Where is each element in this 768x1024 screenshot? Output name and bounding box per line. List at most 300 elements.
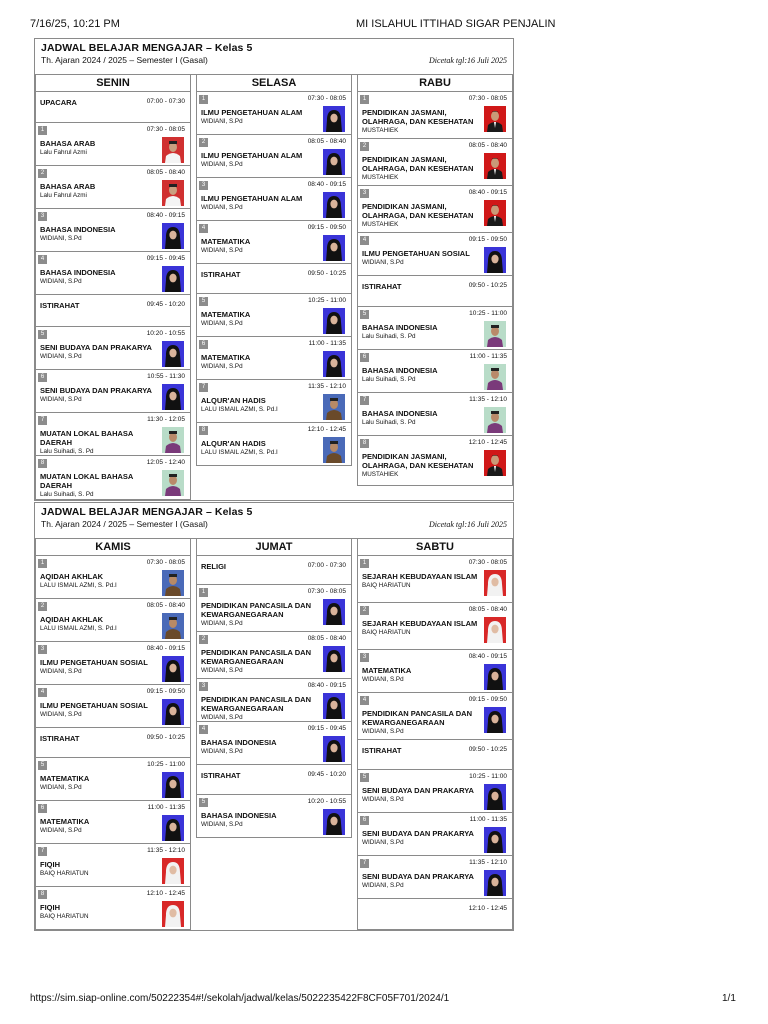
teacher-photo bbox=[162, 341, 184, 367]
teacher-photo bbox=[162, 656, 184, 682]
schedule-slot bbox=[196, 135, 352, 178]
schedule-slot bbox=[196, 679, 352, 722]
teacher-photo bbox=[484, 664, 506, 690]
slot-time: 08:05 - 08:40 bbox=[468, 142, 507, 149]
slot-time: 11:00 - 11:35 bbox=[469, 816, 507, 823]
schedule-slot bbox=[196, 264, 352, 294]
slot-time: 11:35 - 12:10 bbox=[469, 396, 507, 403]
day-column-sabtu bbox=[357, 539, 513, 930]
subject-name: SENI BUDAYA DAN PRAKARYA bbox=[362, 829, 474, 838]
teacher-name: BAIQ HARIATUN bbox=[40, 913, 89, 920]
period-number: 2 bbox=[38, 169, 47, 178]
schedule-slot bbox=[357, 350, 513, 393]
schedule-slot bbox=[196, 795, 352, 838]
teacher-photo bbox=[162, 266, 184, 292]
teacher-photo bbox=[323, 106, 345, 132]
schedule-slot bbox=[196, 423, 352, 466]
schedule-slot bbox=[35, 370, 191, 413]
teacher-photo bbox=[162, 570, 184, 596]
schedule-header bbox=[35, 39, 513, 74]
teacher-name: WIDIANI, S.Pd bbox=[40, 711, 82, 718]
page-number: 1/1 bbox=[722, 993, 736, 1004]
teacher-name: WIDIANI, S.Pd bbox=[201, 821, 243, 828]
teacher-name: WIDIANI, S.Pd bbox=[201, 320, 243, 327]
slot-time: 07:30 - 08:05 bbox=[146, 559, 185, 566]
subject-name: MATEMATIKA bbox=[362, 666, 412, 675]
period-number: 2 bbox=[38, 602, 47, 611]
period-number: 2 bbox=[360, 142, 369, 151]
teacher-photo bbox=[162, 858, 184, 884]
schedule-slot bbox=[35, 599, 191, 642]
subject-name: AQIDAH AKHLAK bbox=[40, 572, 104, 581]
teacher-photo bbox=[323, 646, 345, 672]
teacher-photo bbox=[162, 699, 184, 725]
schedule-slot bbox=[35, 685, 191, 728]
subject-name: SEJARAH KEBUDAYAAN ISLAM bbox=[362, 619, 478, 628]
schedule-slot bbox=[357, 393, 513, 436]
period-number: 6 bbox=[360, 353, 369, 362]
period-number: 3 bbox=[360, 189, 369, 198]
teacher-name: Lalu Suihadi, S. Pd bbox=[40, 491, 94, 498]
schedule-slot bbox=[357, 770, 513, 813]
subject-name: ISTIRAHAT bbox=[201, 270, 241, 279]
teacher-photo bbox=[162, 137, 184, 163]
schedule-slot bbox=[357, 139, 513, 186]
schedule-slot bbox=[357, 650, 513, 693]
period-number: 7 bbox=[360, 396, 369, 405]
teacher-name: WIDIANI, S.Pd bbox=[201, 667, 243, 674]
teacher-photo bbox=[484, 870, 506, 896]
period-number: 3 bbox=[38, 645, 47, 654]
period-number: 2 bbox=[199, 138, 208, 147]
printed-date: Dicetak tgl:16 Juli 2025 bbox=[429, 56, 507, 65]
schedule-slot bbox=[35, 887, 191, 930]
teacher-photo bbox=[484, 450, 506, 476]
schedule-slot bbox=[357, 556, 513, 603]
teacher-name: BAIQ HARIATUN bbox=[362, 582, 411, 589]
subject-name: ISTIRAHAT bbox=[40, 301, 80, 310]
subject-name: BAHASA INDONESIA bbox=[362, 323, 438, 332]
schedule-slot bbox=[35, 123, 191, 166]
slot-time: 08:05 - 08:40 bbox=[307, 635, 346, 642]
teacher-photo bbox=[162, 901, 184, 927]
schedule-slot bbox=[35, 92, 191, 123]
period-number: 7 bbox=[360, 859, 369, 868]
schedule-slot bbox=[196, 585, 352, 632]
slot-time: 09:45 - 10:20 bbox=[146, 301, 185, 308]
subject-name: ISTIRAHAT bbox=[40, 734, 80, 743]
day-header: KAMIS bbox=[35, 539, 191, 556]
day-column-selasa bbox=[196, 75, 352, 466]
subject-name: PENDIDIKAN JASMANI, OLAHRAGA, DAN KESEHATAN bbox=[362, 202, 474, 220]
schedule-slot bbox=[196, 221, 352, 264]
teacher-photo bbox=[484, 153, 506, 179]
teacher-photo bbox=[323, 235, 345, 261]
period-number: 4 bbox=[199, 224, 208, 233]
schedule-subtitle: Th. Ajaran 2024 / 2025 – Semester I (Gasal) bbox=[41, 519, 208, 529]
day-header: RABU bbox=[357, 75, 513, 92]
slot-time: 07:30 - 08:05 bbox=[307, 95, 346, 102]
subject-name: ILMU PENGETAHUAN ALAM bbox=[201, 108, 303, 117]
period-number: 4 bbox=[38, 255, 47, 264]
slot-time: 08:05 - 08:40 bbox=[468, 606, 507, 613]
period-number: 2 bbox=[360, 606, 369, 615]
subject-name: PENDIDIKAN PANCASILA DAN KEWARGANEGARAAN bbox=[201, 601, 312, 619]
teacher-name: Lalu Suihadi, S. Pd bbox=[362, 419, 416, 426]
slot-time: 08:40 - 09:15 bbox=[146, 645, 185, 652]
teacher-name: MUSTAHIEK bbox=[362, 471, 399, 478]
teacher-name: WIDIANI, S.Pd bbox=[201, 748, 243, 755]
slot-time: 10:20 - 10:55 bbox=[307, 798, 346, 805]
slot-time: 12:10 - 12:45 bbox=[146, 890, 185, 897]
teacher-name: WIDIANI, S.Pd bbox=[40, 784, 82, 791]
schedule-subtitle: Th. Ajaran 2024 / 2025 – Semester I (Gasal) bbox=[41, 55, 208, 65]
teacher-photo bbox=[323, 809, 345, 835]
subject-name: BAHASA INDONESIA bbox=[201, 738, 277, 747]
teacher-name: WIDIANI, S.Pd bbox=[40, 668, 82, 675]
subject-name: BAHASA INDONESIA bbox=[40, 268, 116, 277]
subject-name: ISTIRAHAT bbox=[201, 771, 241, 780]
slot-time: 10:25 - 11:00 bbox=[469, 773, 507, 780]
schedule-slot bbox=[357, 307, 513, 350]
subject-name: ILMU PENGETAHUAN SOSIAL bbox=[40, 701, 148, 710]
slot-time: 10:25 - 11:00 bbox=[147, 761, 185, 768]
teacher-photo bbox=[484, 321, 506, 347]
teacher-name: WIDIANI, S.Pd bbox=[40, 353, 82, 360]
schedule-sheet bbox=[34, 38, 514, 501]
teacher-name: Lalu Fahrul Azmi bbox=[40, 192, 87, 199]
slot-time: 08:05 - 08:40 bbox=[307, 138, 346, 145]
schedule-slot bbox=[35, 844, 191, 887]
schedule-slot bbox=[35, 456, 191, 500]
slot-time: 08:05 - 08:40 bbox=[146, 602, 185, 609]
subject-name: BAHASA INDONESIA bbox=[362, 409, 438, 418]
day-column-rabu bbox=[357, 75, 513, 486]
teacher-photo bbox=[484, 247, 506, 273]
schedule-slot bbox=[196, 92, 352, 135]
slot-time: 09:45 - 10:20 bbox=[307, 771, 346, 778]
period-number: 6 bbox=[360, 816, 369, 825]
teacher-name: WIDIANI, S.Pd bbox=[362, 259, 404, 266]
teacher-photo bbox=[162, 815, 184, 841]
subject-name: SENI BUDAYA DAN PRAKARYA bbox=[40, 386, 152, 395]
schedule-slot bbox=[35, 252, 191, 295]
teacher-name: LALU ISMAIL AZMI, S. Pd.I bbox=[201, 406, 278, 413]
teacher-photo bbox=[484, 200, 506, 226]
teacher-name: MUSTAHIEK bbox=[362, 174, 399, 181]
schedule-slot bbox=[357, 186, 513, 233]
slot-time: 11:00 - 11:35 bbox=[147, 804, 185, 811]
period-number: 1 bbox=[360, 95, 369, 104]
slot-time: 12:10 - 12:45 bbox=[468, 439, 507, 446]
teacher-name: WIDIANI, S.Pd bbox=[201, 363, 243, 370]
subject-name: BAHASA ARAB bbox=[40, 139, 96, 148]
day-header: JUMAT bbox=[196, 539, 352, 556]
slot-time: 09:50 - 10:25 bbox=[468, 746, 507, 753]
period-number: 8 bbox=[38, 459, 47, 468]
day-header: SELASA bbox=[196, 75, 352, 92]
subject-name: ILMU PENGETAHUAN SOSIAL bbox=[40, 658, 148, 667]
schedule-title: JADWAL BELAJAR MENGAJAR – Kelas 5 bbox=[41, 42, 253, 54]
teacher-name: WIDIANI, S.Pd bbox=[201, 714, 243, 721]
teacher-photo bbox=[484, 570, 506, 596]
period-number: 7 bbox=[38, 847, 47, 856]
subject-name: BAHASA INDONESIA bbox=[201, 811, 277, 820]
subject-name: ALQUR'AN HADIS bbox=[201, 396, 266, 405]
teacher-photo bbox=[323, 149, 345, 175]
subject-name: PENDIDIKAN JASMANI, OLAHRAGA, DAN KESEHATAN bbox=[362, 452, 474, 470]
teacher-name: LALU ISMAIL AZMI, S. Pd.I bbox=[40, 582, 117, 589]
period-number: 1 bbox=[38, 126, 47, 135]
period-number: 2 bbox=[199, 635, 208, 644]
teacher-name: Lalu Fahrul Azmi bbox=[40, 149, 87, 156]
teacher-photo bbox=[162, 427, 184, 453]
schedule-slot bbox=[35, 556, 191, 599]
subject-name: BAHASA INDONESIA bbox=[362, 366, 438, 375]
slot-time: 07:00 - 07:30 bbox=[146, 98, 185, 105]
period-number: 5 bbox=[199, 297, 208, 306]
schedule-slot bbox=[35, 166, 191, 209]
slot-time: 08:40 - 09:15 bbox=[468, 189, 507, 196]
schedule-slot bbox=[196, 632, 352, 679]
subject-name: PENDIDIKAN PANCASILA DAN KEWARGANEGARAAN bbox=[362, 709, 473, 727]
schedule-title: JADWAL BELAJAR MENGAJAR – Kelas 5 bbox=[41, 506, 253, 518]
teacher-name: Lalu Suihadi, S. Pd bbox=[362, 333, 416, 340]
print-datetime: 7/16/25, 10:21 PM bbox=[30, 18, 120, 30]
schedule-slot bbox=[357, 92, 513, 139]
teacher-photo bbox=[323, 308, 345, 334]
teacher-name: WIDIANI, S.Pd bbox=[40, 235, 82, 242]
teacher-photo bbox=[484, 827, 506, 853]
teacher-photo bbox=[162, 613, 184, 639]
schedule-slot bbox=[196, 294, 352, 337]
slot-time: 09:15 - 09:50 bbox=[468, 696, 507, 703]
schedule-slot bbox=[357, 899, 513, 930]
slot-time: 09:15 - 09:50 bbox=[468, 236, 507, 243]
subject-name: BAHASA ARAB bbox=[40, 182, 96, 191]
teacher-name: LALU ISMAIL AZMI, S. Pd.I bbox=[40, 625, 117, 632]
teacher-photo bbox=[484, 364, 506, 390]
subject-name: MATEMATIKA bbox=[40, 817, 90, 826]
schedule-slot bbox=[35, 642, 191, 685]
period-number: 5 bbox=[38, 761, 47, 770]
period-number: 1 bbox=[199, 95, 208, 104]
slot-time: 12:05 - 12:40 bbox=[146, 459, 185, 466]
teacher-name: WIDIANI, S.Pd bbox=[362, 728, 404, 735]
slot-time: 10:25 - 11:00 bbox=[469, 310, 507, 317]
period-number: 5 bbox=[360, 773, 369, 782]
subject-name: MUATAN LOKAL BAHASA DAERAH bbox=[40, 429, 134, 447]
period-number: 6 bbox=[38, 804, 47, 813]
subject-name: FIQIH bbox=[40, 903, 60, 912]
period-number: 4 bbox=[199, 725, 208, 734]
schedule-slot bbox=[196, 722, 352, 765]
schedule-sheet bbox=[34, 502, 514, 931]
teacher-name: WIDIANI, S.Pd bbox=[40, 278, 82, 285]
subject-name: MATEMATIKA bbox=[201, 237, 251, 246]
slot-time: 11:35 - 12:10 bbox=[469, 859, 507, 866]
teacher-name: WIDIANI, S.Pd bbox=[201, 161, 243, 168]
slot-time: 07:30 - 08:05 bbox=[146, 126, 185, 133]
teacher-photo bbox=[484, 617, 506, 643]
page-url: https://sim.siap-online.com/50222354#!/sekolah/jadwal/kelas/5022235422F8CF05F701/2024/1 bbox=[30, 993, 450, 1004]
teacher-name: BAIQ HARIATUN bbox=[40, 870, 89, 877]
day-header: SENIN bbox=[35, 75, 191, 92]
slot-time: 11:30 - 12:05 bbox=[147, 416, 185, 423]
schedule-slot bbox=[357, 740, 513, 770]
subject-name: SENI BUDAYA DAN PRAKARYA bbox=[40, 343, 152, 352]
subject-name: MATEMATIKA bbox=[201, 353, 251, 362]
subject-name: PENDIDIKAN JASMANI, OLAHRAGA, DAN KESEHATAN bbox=[362, 108, 474, 126]
period-number: 1 bbox=[199, 588, 208, 597]
period-number: 3 bbox=[360, 653, 369, 662]
subject-name: SENI BUDAYA DAN PRAKARYA bbox=[362, 786, 474, 795]
slot-time: 09:15 - 09:50 bbox=[146, 688, 185, 695]
subject-name: PENDIDIKAN JASMANI, OLAHRAGA, DAN KESEHATAN bbox=[362, 155, 474, 173]
period-number: 3 bbox=[199, 181, 208, 190]
period-number: 4 bbox=[360, 696, 369, 705]
teacher-photo bbox=[162, 180, 184, 206]
period-number: 3 bbox=[199, 682, 208, 691]
teacher-name: Lalu Suihadi, S. Pd bbox=[362, 376, 416, 383]
subject-name: ISTIRAHAT bbox=[362, 746, 402, 755]
period-number: 5 bbox=[38, 330, 47, 339]
subject-name: AQIDAH AKHLAK bbox=[40, 615, 104, 624]
schedule-header bbox=[35, 503, 513, 538]
schedule-slot bbox=[35, 295, 191, 327]
teacher-name: MUSTAHIEK bbox=[362, 127, 399, 134]
slot-time: 09:50 - 10:25 bbox=[307, 270, 346, 277]
slot-time: 09:50 - 10:25 bbox=[468, 282, 507, 289]
subject-name: SENI BUDAYA DAN PRAKARYA bbox=[362, 872, 474, 881]
teacher-photo bbox=[323, 693, 345, 719]
subject-name: MATEMATIKA bbox=[40, 774, 90, 783]
teacher-name: WIDIANI, S.Pd bbox=[362, 882, 404, 889]
teacher-name: WIDIANI, S.Pd bbox=[201, 118, 243, 125]
slot-time: 10:20 - 10:55 bbox=[146, 330, 185, 337]
period-number: 7 bbox=[38, 416, 47, 425]
subject-name: PENDIDIKAN PANCASILA DAN KEWARGANEGARAAN bbox=[201, 695, 312, 713]
subject-name: ALQUR'AN HADIS bbox=[201, 439, 266, 448]
schedule-slot bbox=[35, 728, 191, 758]
day-column-senin bbox=[35, 75, 191, 500]
subject-name: ILMU PENGETAHUAN SOSIAL bbox=[362, 249, 470, 258]
slot-time: 09:50 - 10:25 bbox=[146, 734, 185, 741]
slot-time: 11:00 - 11:35 bbox=[469, 353, 507, 360]
period-number: 8 bbox=[360, 439, 369, 448]
slot-time: 09:15 - 09:45 bbox=[307, 725, 346, 732]
teacher-photo bbox=[162, 223, 184, 249]
slot-time: 09:15 - 09:50 bbox=[307, 224, 346, 231]
subject-name: ILMU PENGETAHUAN ALAM bbox=[201, 194, 303, 203]
subject-name: ISTIRAHAT bbox=[362, 282, 402, 291]
slot-time: 08:40 - 09:15 bbox=[468, 653, 507, 660]
teacher-name: BAIQ HARIATUN bbox=[362, 629, 411, 636]
schedule-slot bbox=[35, 209, 191, 252]
teacher-photo bbox=[484, 784, 506, 810]
teacher-name: LALU ISMAIL AZMI, S. Pd.I bbox=[201, 449, 278, 456]
schedule-slot bbox=[196, 556, 352, 585]
slot-time: 08:05 - 08:40 bbox=[146, 169, 185, 176]
teacher-photo bbox=[162, 772, 184, 798]
period-number: 3 bbox=[38, 212, 47, 221]
subject-name: PENDIDIKAN PANCASILA DAN KEWARGANEGARAAN bbox=[201, 648, 312, 666]
teacher-photo bbox=[323, 599, 345, 625]
teacher-photo bbox=[323, 437, 345, 463]
subject-name: MATEMATIKA bbox=[201, 310, 251, 319]
period-number: 1 bbox=[360, 559, 369, 568]
teacher-name: WIDIANI, S.Pd bbox=[40, 827, 82, 834]
school-name: MI ISLAHUL ITTIHAD SIGAR PENJALIN bbox=[356, 18, 556, 30]
slot-time: 07:30 - 08:05 bbox=[468, 559, 507, 566]
teacher-name: WIDIANI, S.Pd bbox=[201, 247, 243, 254]
period-number: 6 bbox=[199, 340, 208, 349]
teacher-photo bbox=[484, 707, 506, 733]
slot-time: 07:30 - 08:05 bbox=[468, 95, 507, 102]
schedule-slot bbox=[357, 276, 513, 307]
subject-name: BAHASA INDONESIA bbox=[40, 225, 116, 234]
schedule-slot bbox=[357, 856, 513, 899]
subject-name: FIQIH bbox=[40, 860, 60, 869]
period-number: 5 bbox=[360, 310, 369, 319]
teacher-name: WIDIANI, S.Pd bbox=[362, 676, 404, 683]
period-number: 8 bbox=[199, 426, 208, 435]
schedule-slot bbox=[357, 813, 513, 856]
subject-name: SEJARAH KEBUDAYAAN ISLAM bbox=[362, 572, 478, 581]
schedule-slot bbox=[357, 693, 513, 740]
slot-time: 08:40 - 09:15 bbox=[146, 212, 185, 219]
schedule-slot bbox=[196, 178, 352, 221]
slot-time: 12:10 - 12:45 bbox=[307, 426, 346, 433]
slot-time: 12:10 - 12:45 bbox=[468, 905, 507, 912]
schedule-slot bbox=[35, 327, 191, 370]
teacher-name: WIDIANI, S.Pd bbox=[362, 839, 404, 846]
teacher-photo bbox=[162, 470, 184, 496]
subject-name: ILMU PENGETAHUAN ALAM bbox=[201, 151, 303, 160]
teacher-name: WIDIANI, S.Pd bbox=[40, 396, 82, 403]
day-column-kamis bbox=[35, 539, 191, 930]
period-number: 7 bbox=[199, 383, 208, 392]
schedule-slot bbox=[35, 758, 191, 801]
schedule-slot bbox=[196, 765, 352, 795]
slot-time: 10:55 - 11:30 bbox=[147, 373, 185, 380]
teacher-photo bbox=[323, 394, 345, 420]
period-number: 4 bbox=[38, 688, 47, 697]
slot-time: 08:40 - 09:15 bbox=[307, 682, 346, 689]
slot-time: 07:30 - 08:05 bbox=[307, 588, 346, 595]
subject-name: UPACARA bbox=[40, 98, 77, 107]
schedule-slot bbox=[357, 436, 513, 486]
teacher-name: MUSTAHIEK bbox=[362, 221, 399, 228]
schedule-slot bbox=[35, 801, 191, 844]
slot-time: 10:25 - 11:00 bbox=[308, 297, 346, 304]
printed-date: Dicetak tgl:16 Juli 2025 bbox=[429, 520, 507, 529]
slot-time: 11:35 - 12:10 bbox=[147, 847, 185, 854]
day-header: SABTU bbox=[357, 539, 513, 556]
period-number: 1 bbox=[38, 559, 47, 568]
period-number: 4 bbox=[360, 236, 369, 245]
teacher-photo bbox=[162, 384, 184, 410]
day-column-jumat bbox=[196, 539, 352, 838]
teacher-photo bbox=[323, 736, 345, 762]
teacher-photo bbox=[323, 351, 345, 377]
slot-time: 11:35 - 12:10 bbox=[308, 383, 346, 390]
slot-time: 09:15 - 09:45 bbox=[146, 255, 185, 262]
period-number: 5 bbox=[199, 798, 208, 807]
period-number: 6 bbox=[38, 373, 47, 382]
teacher-photo bbox=[484, 407, 506, 433]
subject-name: RELIGI bbox=[201, 562, 227, 571]
